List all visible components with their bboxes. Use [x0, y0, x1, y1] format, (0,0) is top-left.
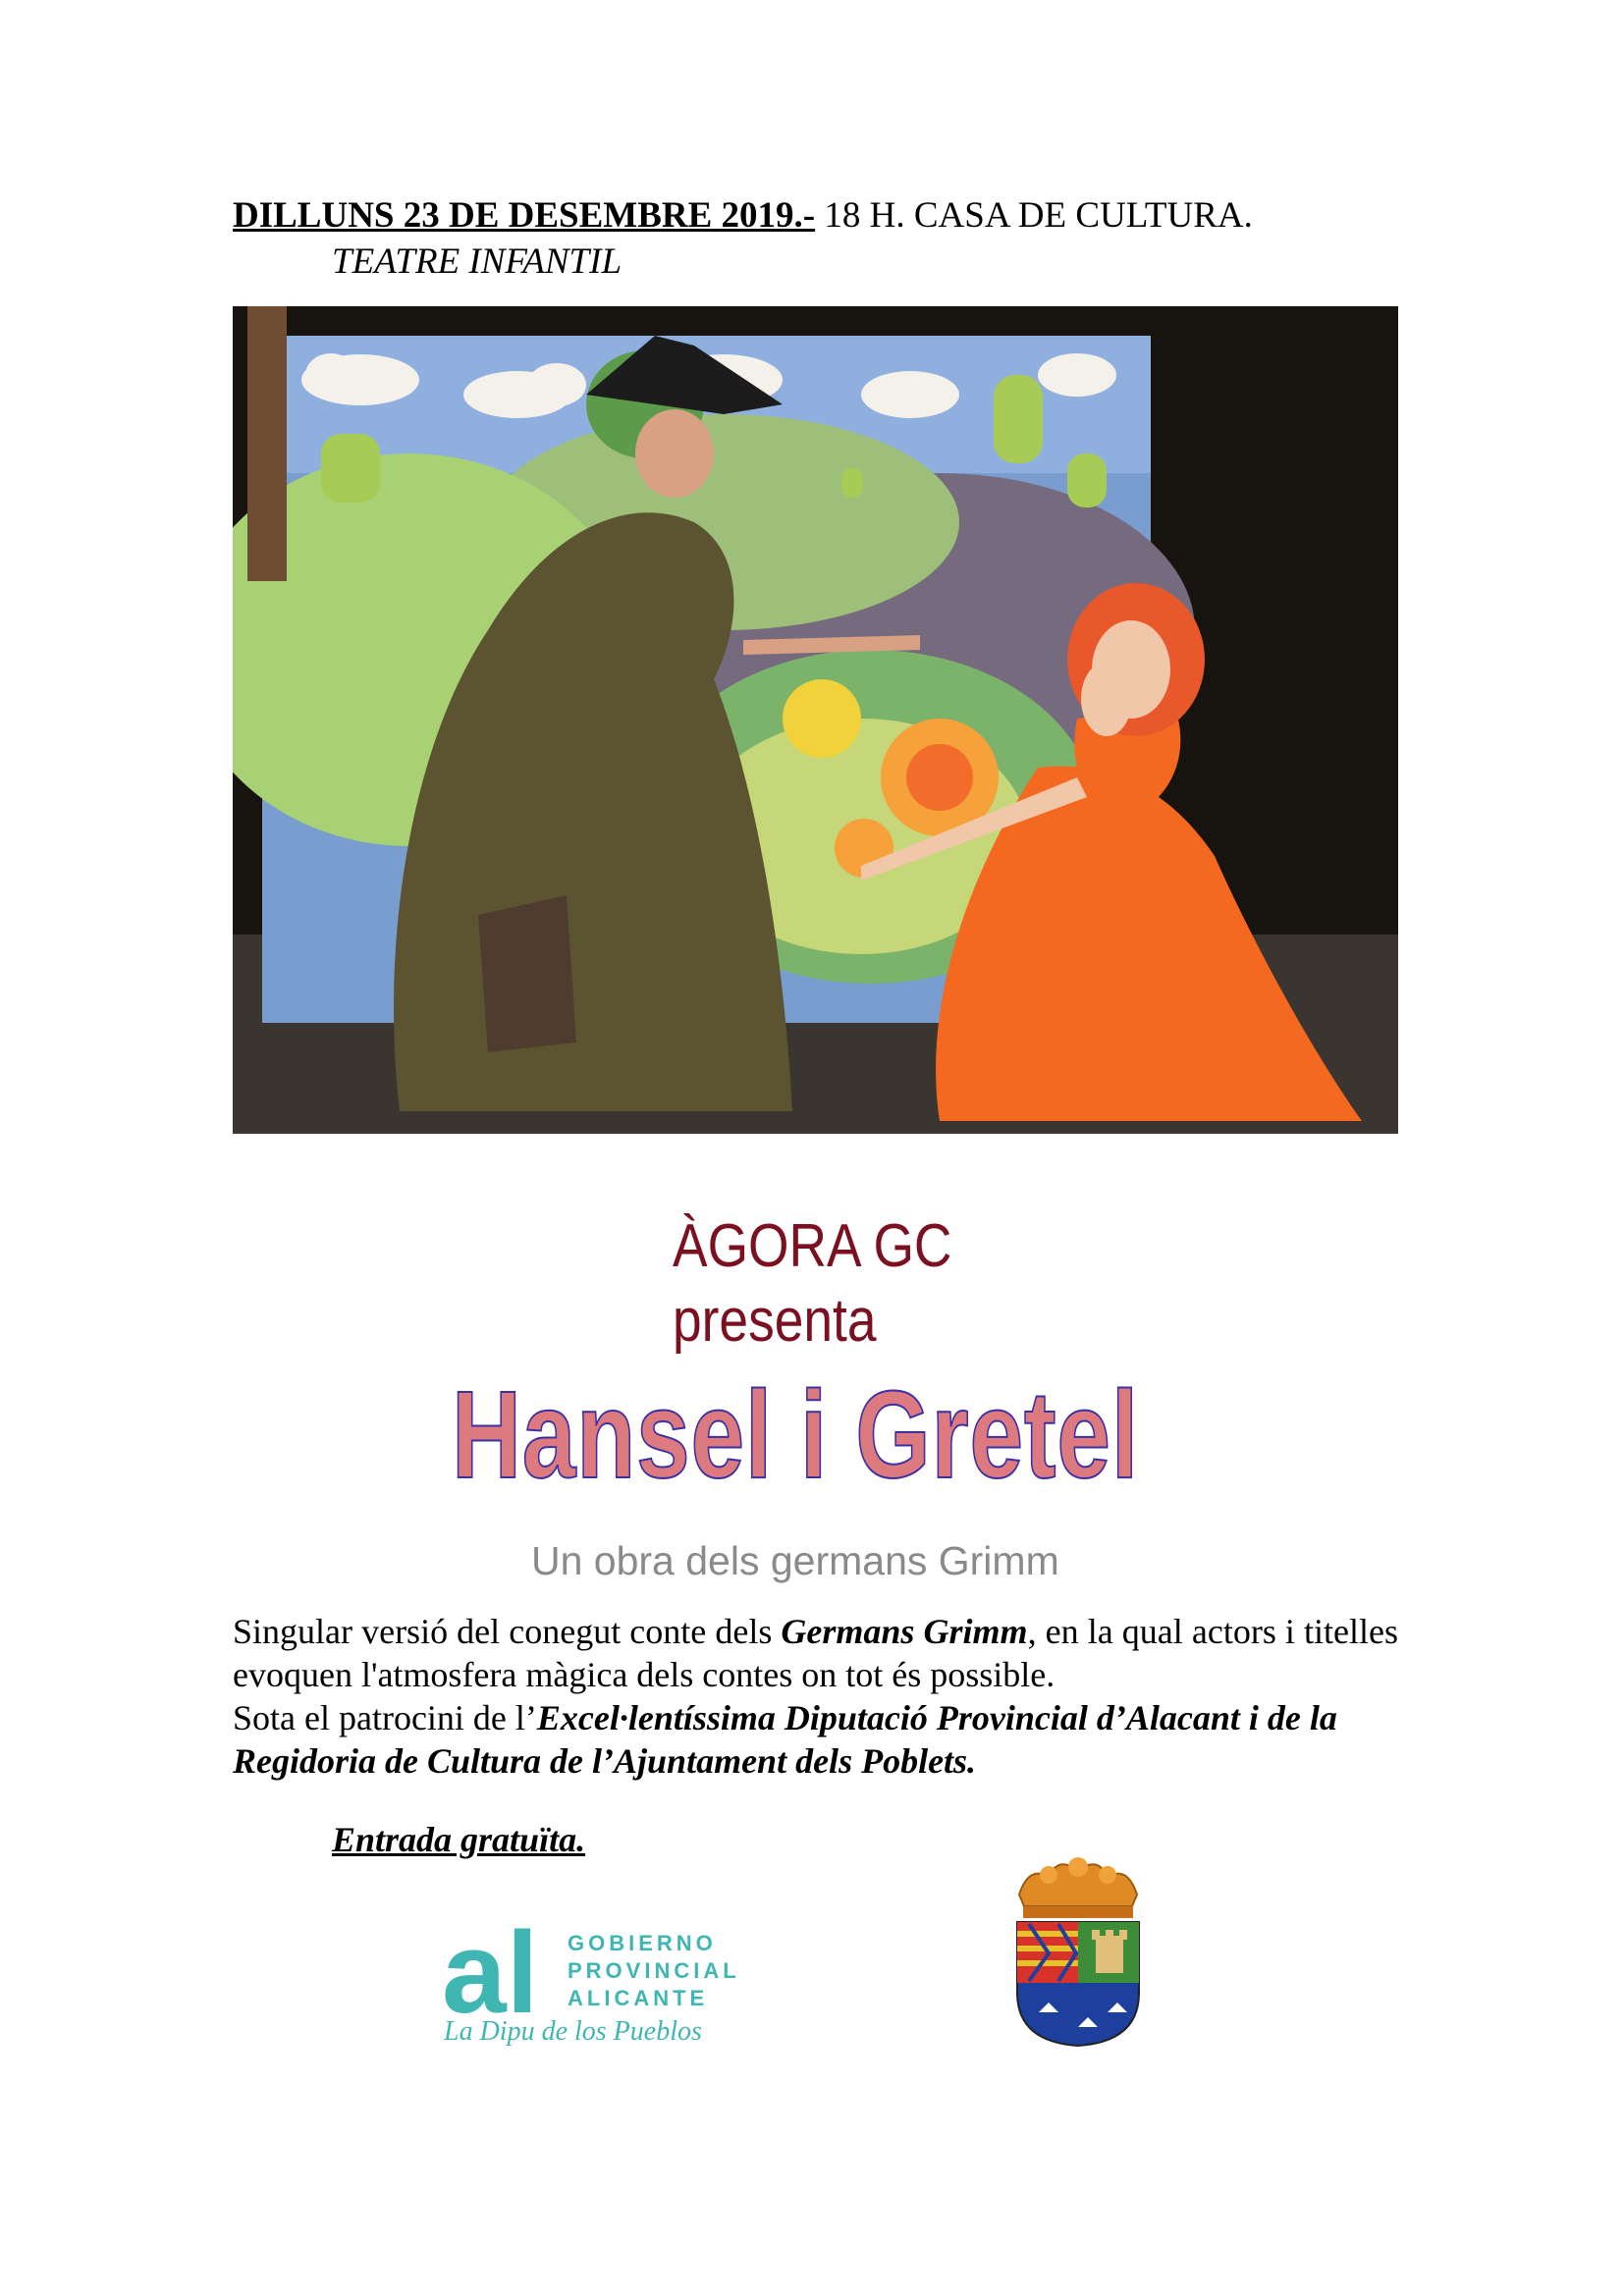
show-subtitle: Un obra dels germans Grimm [531, 1538, 1059, 1583]
show-description [233, 1610, 1398, 1783]
dipu-alicante-logo [442, 1914, 746, 2047]
svg-text:GOBIERNO: GOBIERNO [568, 1931, 717, 1955]
svg-text:ALICANTE: ALICANTE [568, 1986, 709, 2010]
free-entry-note: Entrada gratuïta. [332, 1820, 586, 1859]
presenter-presents: presenta [673, 1287, 877, 1355]
event-category: TEATRE INFANTIL [332, 241, 623, 282]
svg-text:La Dipu de los Pueblos: La Dipu de los Pueblos [444, 2016, 702, 2047]
svg-text:PROVINCIAL: PROVINCIAL [568, 1958, 740, 1983]
description-paragraph-1: Singular versió del conegut conte dels Germans Grimm, en la qual actors i titelles evoquen l'atmosfera màgica dels contes on tot és possible. [233, 1612, 1398, 1694]
authors-highlight: Germans Grimm [781, 1612, 1028, 1651]
show-title: Hansel i Gretel [452, 1365, 1139, 1504]
event-time-place: 18 H. CASA DE CULTURA. [815, 195, 1253, 236]
presenter-company: ÀGORA GC [673, 1212, 952, 1280]
coat-of-arms-icon [1009, 1855, 1147, 2048]
description-paragraph-2: Sota el patrocini de l’Excel·lentíssima Diputació Provincial d’Alacant i de la Regidoria de Cultura de l’Ajuntament dels Poblets. [233, 1698, 1337, 1781]
event-header [233, 192, 1253, 240]
dipu-letter-mark: al [442, 1914, 539, 2038]
stage-photo [233, 306, 1398, 1134]
event-date: DILLUNS 23 DE DESEMBRE 2019.- [233, 195, 816, 236]
sponsor-highlight: Excel·lentíssima Diputació Provincial d’Alacant i de la Regidoria de Cultura de l’Ajuntament dels Poblets. [233, 1698, 1337, 1781]
